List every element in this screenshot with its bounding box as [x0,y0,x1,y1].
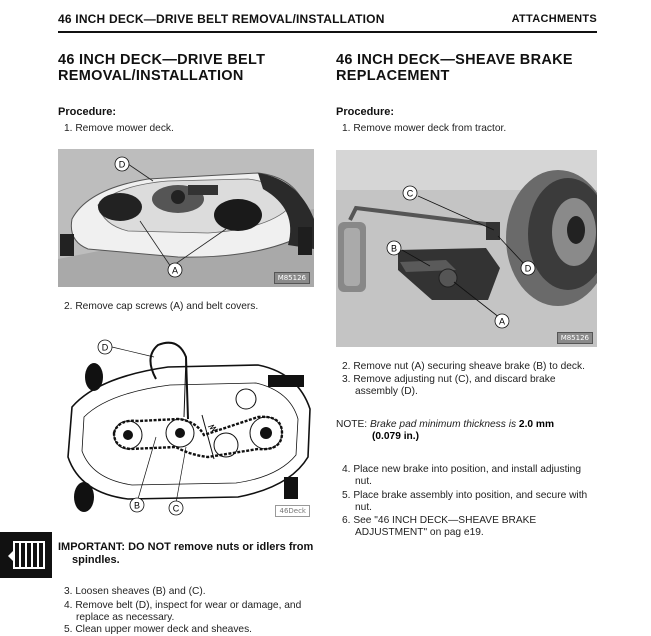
brake-pad-note [336,419,596,443]
right-step-5-line1: 5. Place brake assembly into position, and secure with [342,490,588,501]
right-step-3-line2: assembly (D). [355,386,418,397]
right-step-1: 1. Remove mower deck from tractor. [342,123,507,134]
callout-b2: B [133,500,141,511]
right-title-line1: 46 INCH DECK—SHEAVE BRAKE [336,52,573,68]
figure2-tag: 46Deck [275,505,310,517]
important-label: IMPORTANT: [58,541,126,553]
callout-b: B [390,243,398,254]
section-tab [0,532,52,578]
figure-tag: M85126 [274,272,310,284]
right-step-2: 2. Remove nut (A) securing sheave brake (B) to deck. [342,361,585,372]
belt-diagram-illustration [58,337,314,521]
right-step-4-line2: nut. [355,476,372,487]
left-step-4-line2: replace as necessary. [76,612,175,623]
callout-d: D [118,159,126,170]
left-step-3: 3. Loosen sheaves (B) and (C). [64,586,206,597]
callout-c: C [406,188,414,199]
note-value-mm: 2.0 mm [518,419,555,430]
left-step-4-line1: 4. Remove belt (D), inspect for wear or damage, and [64,600,302,611]
right-step-6-line1: 6. See "46 INCH DECK—SHEAVE BRAKE [342,515,537,526]
note-value-in: (0.079 in.) [372,431,419,442]
chapter-label: ATTACHMENTS [511,13,597,25]
right-step-5-line2: nut. [355,502,372,513]
deck-photo-figure [58,149,314,287]
important-note [58,541,320,566]
left-procedure-label: Procedure: [58,106,117,118]
left-step-5: 5. Clean upper mower deck and sheaves. [64,624,253,635]
left-step-1: 1. Remove mower deck. [64,123,174,134]
running-header-title: 46 INCH DECK—DRIVE BELT REMOVAL/INSTALLATION [58,12,385,26]
note-label: NOTE: [336,419,368,430]
left-title-line2: REMOVAL/INSTALLATION [58,68,244,84]
callout-a: A [171,265,179,276]
left-section-title [58,52,265,84]
callout-d3: D [524,263,532,274]
right-step-6-line2: ADJUSTMENT" on pag e19. [355,527,484,538]
right-step-4-line1: 4. Place new brake into position, and install adjusting [342,464,581,475]
belt-diagram-figure [58,337,314,521]
sheave-brake-illustration [336,150,597,347]
sheave-brake-photo-figure [336,150,597,347]
header-rule [58,31,597,33]
right-section-title [336,52,573,84]
right-procedure-label: Procedure: [336,106,395,118]
important-text-line2: spindles. [72,553,120,566]
left-title-line1: 46 INCH DECK—DRIVE BELT [58,52,266,68]
callout-d2: D [101,342,109,353]
callout-c2: C [172,503,180,514]
note-text: Brake pad minimum thickness is [369,419,517,430]
right-step-3-line1: 3. Remove adjusting nut (C), and discard brake [342,374,556,385]
left-step-2: 2. Remove cap screws (A) and belt covers. [64,301,259,312]
callout-a3: A [498,316,506,327]
deck-photo-illustration [58,149,314,287]
right-title-line2: REPLACEMENT [336,68,450,84]
mower-deck-icon [0,532,52,578]
important-text-line1: DO NOT remove nuts or idlers from [128,541,314,553]
right-figure-tag: M85126 [557,332,593,344]
